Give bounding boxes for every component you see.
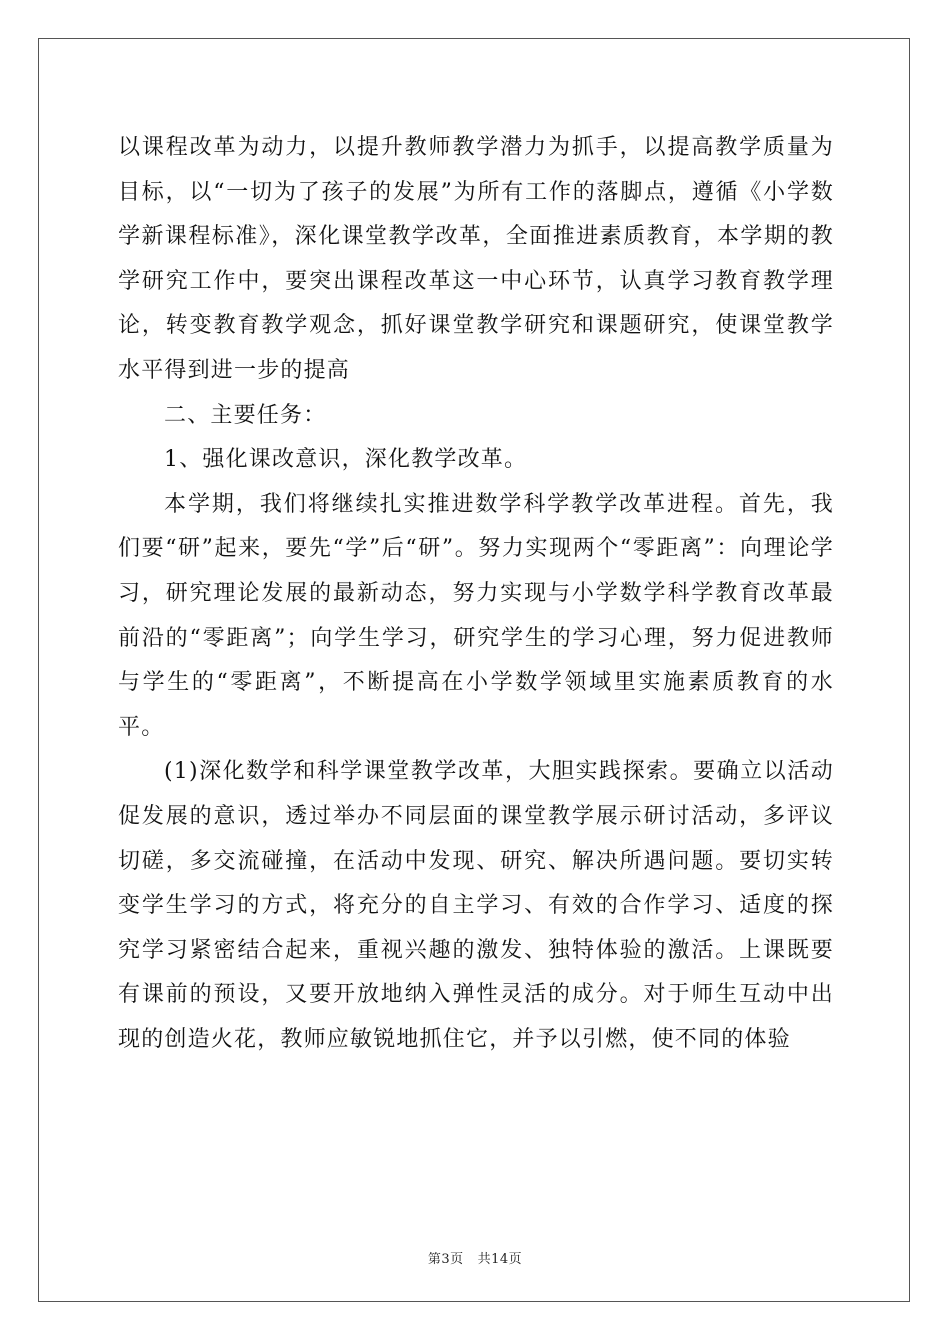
page-number: 第3页 bbox=[427, 1252, 464, 1267]
paragraph-intro: 以课程改革为动力，以提升教师教学潜力为抓手，以提高教学质量为目标，以“一切为了孩子的发展”为所有工作的落脚点，遵循《小学数学新课程标准》，深化课堂教学改革，全面推进素质教育，本学期的教学研究工作中，要突出课程改革这一中心环节，认真学习教育教学理论，转变教育教学观念，抓好课堂教学研究和课题研究，使课堂教学水平得到进一步的提高 bbox=[118, 135, 834, 383]
page-footer bbox=[0, 1248, 950, 1267]
section-heading-main-tasks: 二、主要任务： bbox=[164, 402, 327, 428]
paragraph-zero-distance: 本学期，我们将继续扎实推进数学科学教学改革进程。首先，我们要“研”起来，要先“学”后“研”。努力实现两个“零距离”：向理论学习，研究理论发展的最新动态，努力实现与小学数学科学教育改革最前沿的“零距离”；向学生学习，研究学生的学习心理，努力促进教师与学生的“零距离”，不断提高在小学数学领域里实施素质教育的水平。 bbox=[118, 491, 834, 740]
subheading-reform-awareness: 1、强化课改意识，深化教学改革。 bbox=[164, 447, 528, 473]
total-pages: 共14页 bbox=[477, 1252, 523, 1267]
paragraph-classroom-reform: (1)深化数学和科学课堂教学改革，大胆实践探索。要确立以活动促发展的意识，透过举办不同层面的课堂教学展示研讨活动，多评议切磋，多交流碰撞，在活动中发现、研究、解决所遇问题。要切实转变学生学习的方式，将充分的自主学习、有效的合作学习、适度的探究学习紧密结合起来，重视兴趣的激发、独特体验的激活。上课既要有课前的预设，又要开放地纳入弹性灵活的成分。对于师生互动中出现的创造火花，教师应敏锐地抓住它，并予以引燃，使不同的体验 bbox=[118, 759, 834, 1052]
document-body bbox=[118, 126, 834, 1062]
